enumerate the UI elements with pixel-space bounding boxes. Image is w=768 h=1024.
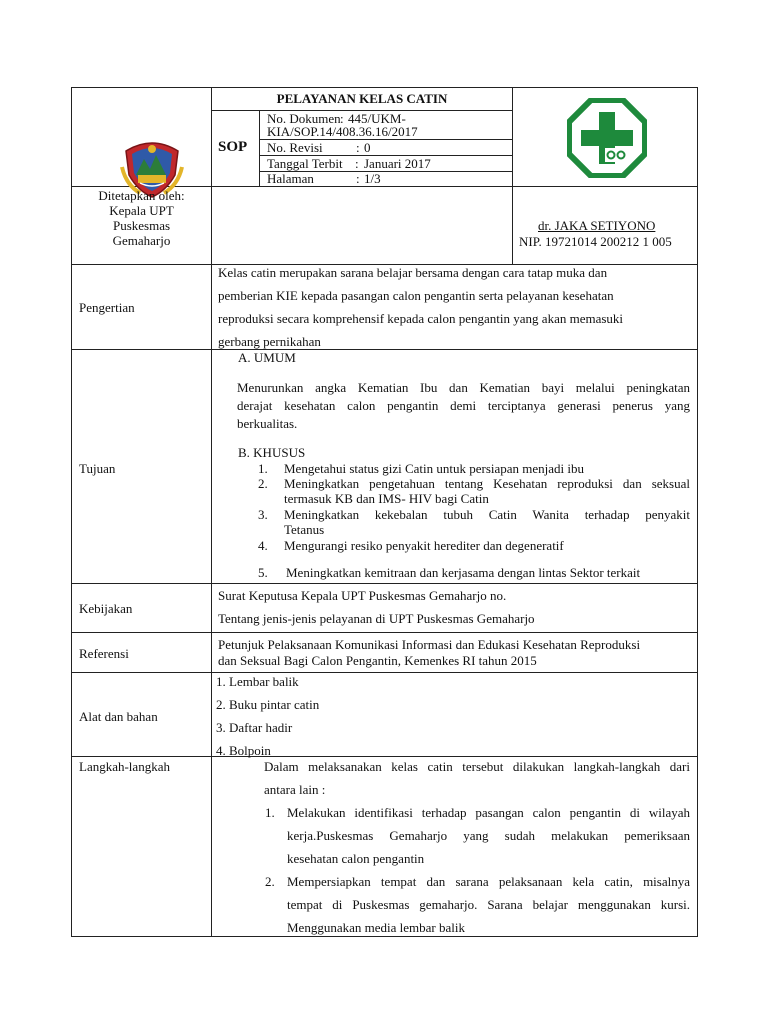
ditetapkan-line-1: Ditetapkan oleh: [98, 188, 185, 203]
tujuan-umum-line: Menurunkan angka Kematian Ibu dan Kematian bayi melalui peningkatan [237, 380, 690, 395]
langkah-item-text: Mempersiapkan tempat dan sarana pelaksanaan kela catin, misalnya [287, 874, 690, 889]
kebijakan-line: Surat Keputusa Kepala UPT Puskesmas Gemaharjo no. [218, 588, 507, 603]
khusus-item-text: Tetanus [284, 522, 325, 537]
khusus-item-text: Meningkatkan kekebalan tubuh Catin Wanita terhadap penyakit [284, 507, 690, 522]
tujuan-umum-line: berkualitas. [237, 416, 298, 431]
meta-value-dokumen-2: KIA/SOP.14/408.36.16/2017 [267, 124, 418, 139]
meta-value-dokumen: 445/UKM- [348, 111, 406, 126]
alat-item: 4. Bolpoin [216, 743, 271, 758]
pengertian-line: Kelas catin merupakan sarana belajar bersama dengan cara tatap muka dan [218, 265, 608, 280]
khusus-item-number: 4. [258, 538, 268, 553]
signer-name: dr. JAKA SETIYONO [538, 218, 656, 233]
khusus-item-number: 1. [258, 461, 268, 476]
sop-label: SOP [218, 139, 248, 155]
khusus-item-text: termasuk KB dan IMS- HIV bagi Catin [284, 491, 489, 506]
referensi-line: Petunjuk Pelaksanaan Komunikasi Informasi dan Edukasi Kesehatan Reproduksi [218, 637, 641, 652]
section-label-referensi: Referensi [79, 646, 129, 661]
khusus-item-text: Meningkatkan pengetahuan tentang Kesehatan reproduksi dan seksual [284, 476, 690, 491]
meta-label-tanggal: Tanggal Terbit [267, 156, 343, 171]
meta-sep: : [356, 140, 360, 155]
section-label-alat: Alat dan bahan [79, 709, 158, 724]
alat-item: 1. Lembar balik [216, 674, 299, 689]
tujuan-khusus-heading: B. KHUSUS [238, 445, 306, 460]
langkah-item-number: 2. [265, 874, 275, 889]
pengertian-line: gerbang pernikahan [218, 334, 321, 349]
section-label-pengertian: Pengertian [79, 300, 135, 315]
ditetapkan-line-2: Kepala UPT [109, 203, 174, 218]
khusus-item-number: 2. [258, 476, 268, 491]
khusus-item-number: 5. [258, 565, 268, 580]
meta-label-revisi: No. Revisi [267, 140, 323, 155]
meta-label-halaman: Halaman [267, 171, 314, 186]
pengertian-line: pemberian KIE kepada pasangan calon pengantin serta pelayanan kesehatan [218, 288, 614, 303]
langkah-intro-line: Dalam melaksanakan kelas catin tersebut dilakukan langkah-langkah dari [264, 759, 690, 774]
kebijakan-line: Tentang jenis-jenis pelayanan di UPT Puskesmas Gemaharjo [218, 611, 535, 626]
alat-item: 2. Buku pintar catin [216, 697, 320, 712]
langkah-item-text: Menggunakan media lembar balik [287, 920, 465, 935]
section-label-tujuan: Tujuan [79, 461, 116, 476]
section-label-kebijakan: Kebijakan [79, 601, 133, 616]
pengertian-line: reproduksi secara komprehensif kepada calon pengantin yang akan memasuki [218, 311, 624, 326]
puskesmas-logo-icon [567, 98, 647, 178]
tujuan-umum-line: derajat kesehatan calon pengantin demi terciptanya generasi penerus yang [237, 398, 690, 413]
tujuan-umum-heading: A. UMUM [238, 350, 296, 365]
referensi-line: dan Seksual Bagi Calon Pengantin, Kemenkes RI tahun 2015 [218, 653, 537, 668]
ditetapkan-line-3: Puskesmas [112, 218, 171, 233]
alat-item: 3. Daftar hadir [216, 720, 293, 735]
khusus-item-text: Meningkatkan kemitraan dan kerjasama dengan lintas Sektor terkait [286, 565, 641, 580]
khusus-item-number: 3. [258, 507, 268, 522]
langkah-item-text: kesehatan calon pengantin [287, 851, 425, 866]
meta-label-dokumen: No. Dokumen [267, 111, 341, 126]
ditetapkan-line-4: Gemaharjo [112, 233, 171, 248]
langkah-item-text: kerja.Puskesmas Gemaharjo yang sudah melakukan pemeriksaan [287, 828, 690, 843]
meta-value-tanggal: Januari 2017 [364, 156, 431, 171]
signer-nip: NIP. 19721014 200212 1 005 [519, 234, 672, 249]
meta-value-revisi: 0 [364, 140, 371, 155]
khusus-item-text: Mengetahui status gizi Catin untuk persiapan menjadi ibu [284, 461, 585, 476]
meta-sep: : [355, 156, 359, 171]
section-label-langkah: Langkah-langkah [79, 759, 170, 774]
document-title: PELAYANAN KELAS CATIN [276, 91, 448, 106]
meta-sep: : [356, 171, 360, 186]
meta-sep: : [340, 111, 344, 126]
khusus-item-text: Mengurangi resiko penyakit herediter dan degeneratif [284, 538, 564, 553]
meta-value-halaman: 1/3 [364, 171, 381, 186]
langkah-item-text: tempat di Puskesmas gemaharjo. Sarana belajar menggunakan kursi. [287, 897, 690, 912]
langkah-item-number: 1. [265, 805, 275, 820]
langkah-intro-line: antara lain : [264, 782, 326, 797]
langkah-item-text: Melakukan identifikasi terhadap pasangan calon pengantin di wilayah [287, 805, 690, 820]
